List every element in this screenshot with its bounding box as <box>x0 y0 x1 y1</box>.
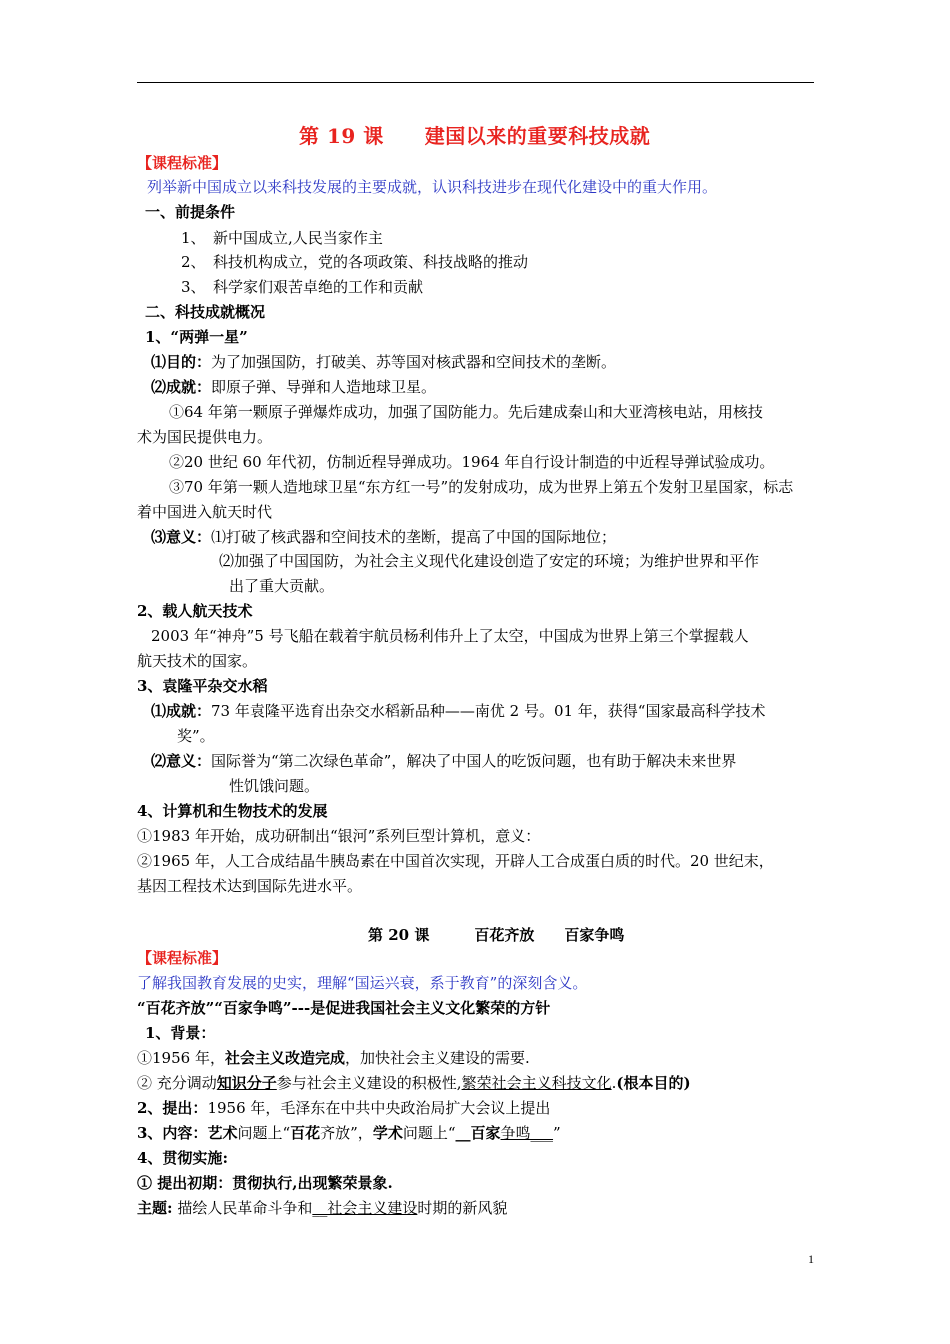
background-item-1 <box>137 1048 530 1068</box>
header-rule <box>137 82 814 83</box>
subheading-spaceflight: 2、载人航天技术 <box>137 602 253 620</box>
bio-text: ②1965 年，人工合成结晶牛胰岛素在中国首次实现，开辟人工合成蛋白质的时代。20 世纪末， <box>137 852 774 870</box>
bg2-dot: . <box>611 1074 617 1092</box>
lesson19-standard-text: 列举新中国成立以来科技发展的主要成就，认识科技进步在现代化建设中的重大作用。 <box>147 178 718 196</box>
subheading-computer-bio: 4、计算机和生物技术的发展 <box>137 802 328 820</box>
significance-line <box>151 527 616 547</box>
achievement-text: 即原子弹、导弹和人造地球卫星。 <box>211 378 437 396</box>
condition-item: 2、 科技机构成立，党的各项政策、科技战略的推动 <box>181 253 529 271</box>
bg1-date: ①1956 年， <box>137 1049 225 1067</box>
lesson19-title: 第 19 课 建国以来的重要科技成就 <box>299 124 651 148</box>
bg2-prosper: 繁荣社会主义科技文化 <box>461 1074 612 1092</box>
content-flowers: 百花 <box>290 1124 321 1142</box>
achievement-label: ⑵成就： <box>151 378 212 396</box>
background-heading: 1、背景： <box>145 1024 216 1042</box>
achievement-line <box>151 377 436 397</box>
bg1-key: 社会主义改造完成 <box>224 1049 345 1067</box>
rice-significance-line <box>151 751 736 771</box>
achievement-item: ②20 世纪 60 年代初，仿制近程导弹成功。1964 年自行设计制造的中近程导弹试验成功。 <box>169 453 775 471</box>
purpose-label: ⑴目的： <box>151 353 212 371</box>
rice-achievement-cont: 奖”。 <box>177 727 215 745</box>
purpose-line <box>151 352 616 372</box>
content-part: 问题上“ <box>237 1124 291 1142</box>
rice-achievement-line <box>151 701 765 721</box>
implementation-heading: 4、贯彻实施: <box>137 1149 228 1167</box>
spaceflight-text-cont: 航天技术的国家。 <box>137 652 258 670</box>
theme-socialist: __社会主义建设 <box>312 1199 418 1217</box>
content-close-quote: ” <box>553 1124 561 1142</box>
rice-significance-label: ⑵意义： <box>151 752 212 770</box>
content-part: 齐放”， <box>320 1124 373 1142</box>
content-label: 3、内容： <box>137 1124 208 1142</box>
page-number: 1 <box>808 1252 814 1266</box>
bg2-start: ② 充分调动 <box>137 1074 217 1092</box>
purpose-text: 为了加强国防，打破美、苏等国对核武器和空间技术的垄断。 <box>211 353 617 371</box>
subheading-hybrid-rice: 3、袁隆平杂交水稻 <box>137 677 268 695</box>
lesson20-standard-text: 了解我国教育发展的史实，理解“国运兴衰，系于教育”的深刻含义。 <box>137 974 588 992</box>
theme-line <box>137 1198 507 1218</box>
significance-text: ⑴打破了核武器和空间技术的垄断，提高了中国的国际地位； <box>211 528 617 546</box>
lesson19-standard-label: 【课程标准】 <box>137 154 228 172</box>
section2-heading: 二、科技成就概况 <box>145 303 266 321</box>
policy-heading: “百花齐放”“百家争鸣”---是促进我国社会主义文化繁荣的方针 <box>137 999 551 1017</box>
proposed-label: 2、提出： <box>137 1099 208 1117</box>
condition-item: 1、 新中国成立,人民当家作主 <box>181 229 383 247</box>
content-art: 艺术 <box>207 1124 238 1142</box>
rice-achievement-text: 73 年袁隆平选育出杂交水稻新品种——南优 2 号。01 年，获得“国家最高科学技术 <box>211 702 766 720</box>
proposed-text: 1956 年，毛泽东在中共中央政治局扩大会议上提出 <box>207 1099 551 1117</box>
rice-significance-cont: 性饥饿问题。 <box>229 777 320 795</box>
bg2-intellectuals: 知识分子 <box>216 1074 277 1092</box>
content-part: 问题上“ <box>402 1124 456 1142</box>
bg2-purpose: (根本目的) <box>616 1074 691 1092</box>
proposed-line <box>137 1098 550 1118</box>
content-contend: 争鸣___ <box>500 1124 554 1142</box>
lesson20-title: 第 20 课 百花齐放 百家争鸣 <box>368 926 625 944</box>
theme-label: 主题: <box>137 1199 173 1217</box>
subheading-two-bombs: 1、“两弹一星” <box>145 328 248 346</box>
theme-text: 描绘人民革命斗争和 <box>177 1199 313 1217</box>
significance-text-2: ⑵加强了中国国防，为社会主义现代化建设创造了安定的环境；为维护世界和平作 <box>219 552 760 570</box>
achievement-item-cont: 术为国民提供电力。 <box>137 428 273 446</box>
implementation-item-1: ① 提出初期：贯彻执行,出现繁荣景象. <box>137 1174 393 1192</box>
significance-text-2-cont: 出了重大贡献。 <box>229 577 335 595</box>
computer-text: ①1983 年开始，成功研制出“银河”系列巨型计算机，意义： <box>137 827 541 845</box>
rice-significance-text: 国际誉为“第二次绿色革命”，解决了中国人的吃饭问题，也有助于解决未来世界 <box>211 752 737 770</box>
bio-text-cont: 基因工程技术达到国际先进水平。 <box>137 877 363 895</box>
lesson20-standard-label: 【课程标准】 <box>137 949 228 967</box>
condition-item: 3、 科学家们艰苦卓绝的工作和贡献 <box>181 278 424 296</box>
significance-label: ⑶意义： <box>151 528 212 546</box>
rice-achievement-label: ⑴成就： <box>151 702 212 720</box>
achievement-item: ①64 年第一颗原子弹爆炸成功，加强了国防能力。先后建成秦山和大亚湾核电站，用核技 <box>169 403 763 421</box>
section1-heading: 一、前提条件 <box>145 203 236 221</box>
bg1-rest: ，加快社会主义建设的需要. <box>344 1049 530 1067</box>
bg2-middle: 参与社会主义建设的积极性, <box>276 1074 462 1092</box>
background-item-2 <box>137 1073 691 1093</box>
content-academic: 学术 <box>372 1124 403 1142</box>
content-line <box>137 1123 561 1143</box>
achievement-item: ③70 年第一颗人造地球卫星“东方红一号”的发射成功，成为世界上第五个发射卫星国家，标志 <box>169 478 794 496</box>
achievement-item-cont: 着中国进入航天时代 <box>137 503 273 521</box>
content-schools: __百家 <box>455 1124 501 1142</box>
theme-rest: 时期的新风貌 <box>417 1199 508 1217</box>
spaceflight-text: 2003 年“神舟”5 号飞船在载着宇航员杨利伟升上了太空，中国成为世界上第三个掌握载人 <box>151 627 749 645</box>
